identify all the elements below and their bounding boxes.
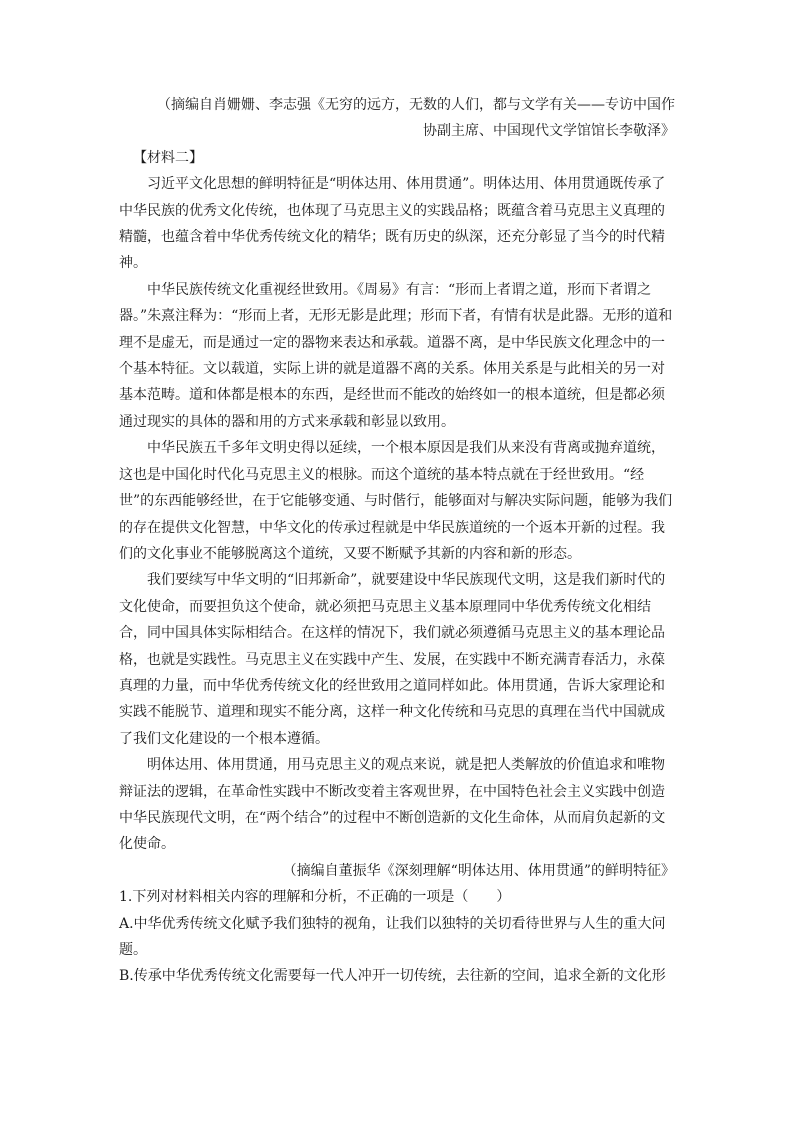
- source-citation-1-line-1: （摘编自肖姗姗、李志强《无穷的远方，无数的人们，都与文学有关——专访中国作: [157, 97, 675, 113]
- source-citation-2: （摘编自董振华《深刻理解“明体达用、体用贯通”的鲜明特征》: [282, 862, 675, 879]
- paragraph-4: 我们要续写中华文明的“旧邦新命”，就要建设中华民族现代文明，这是我们新时代的文化使命，而要担负这个使命，就必须把马克思主义基本原理同中华优秀传统文化相结合，同中国具体实际相结合。在这样的情况下，我们就必须遵循马克思主义的基本理论品格，也就是实践性。马克思主义在实践中产生、发展，在实践中不断充满青春活力，永葆真理的力量，而中华优秀传统文化的经世致用之道同样如此。体用贯通，告诉大家理论和实践不能脱节、道理和现实不能分离，这样一种文化传统和马克思的真理在当代中国就成了我们文化建设的一个根本遵循。: [119, 572, 666, 747]
- paragraph-5: 明体达用、体用贯通，用马克思主义的观点来说，就是把人类解放的价值追求和唯物辩证法的逻辑，在革命性实践中不断改变着主客观世界，在中国特色社会主义实践中创造中华民族现代文明，在“两个结合”的过程中不断创造新的文化生命体，从而肩负起新的文化使命。: [119, 757, 666, 853]
- material-2-heading: 【材料二】: [133, 149, 203, 166]
- question-1-option-a: A.中华优秀传统文化赋予我们独特的视角，让我们以独特的关切看待世界与人生的重大问题。: [119, 915, 666, 958]
- source-citation-1-line-2: 协副主席、中国现代文学馆馆长李敬泽》: [423, 123, 675, 140]
- question-1-option-b: B.传承中华优秀传统文化需要每一代人冲开一切传统，去往新的空间，追求全新的文化形: [119, 968, 666, 985]
- paragraph-3: 中华民族五千多年文明史得以延续，一个根本原因是我们从来没有背离或抛弃道统，这也是中国化时代化马克思主义的根脉。而这个道统的基本特点就在于经世致用。“经世”的东西能够经世，在于它能够变通、与时偕行，能够面对与解决实际问题，能够为我们的存在提供文化智慧，中华文化的传承过程就是中华民族道统的一个返本开新的过程。我们的文化事业不能够脱离这个道统，又要不断赋予其新的内容和新的形态。: [119, 440, 673, 562]
- paragraph-2: 中华民族传统文化重视经世致用。《周易》有言：“形而上者谓之道，形而下者谓之器。”朱熹注释为：“形而上者，无形无影是此理；形而下者，有情有状是此器。无形的道和理不是虚无，而是通过一定的器物来表达和承载。道器不离，是中华民族文化理念中的一个基本特征。文以载道，实际上讲的就是道器不离的关系。体用关系是与此相关的另一对基本范畴。道和体都是根本的东西，是经世而不能改的始终如一的根本道统，但是都必须通过现实的具体的器和用的方式来承载和彰显以致用。: [119, 281, 673, 430]
- paragraph-1: 习近平文化思想的鲜明特征是“明体达用、体用贯通”。明体达用、体用贯通既传承了中华民族的优秀文化传统，也体现了马克思主义的实践品格；既蕴含着马克思主义真理的精髓，也蕴含着中华优秀传统文化的精华；既有历史的纵深，还充分彰显了当今的时代精神。: [119, 176, 666, 272]
- question-1-stem: 1.下列对材料相关内容的理解和分析，不正确的一项是（ ）: [119, 889, 511, 906]
- document-page: [119, 92, 675, 990]
